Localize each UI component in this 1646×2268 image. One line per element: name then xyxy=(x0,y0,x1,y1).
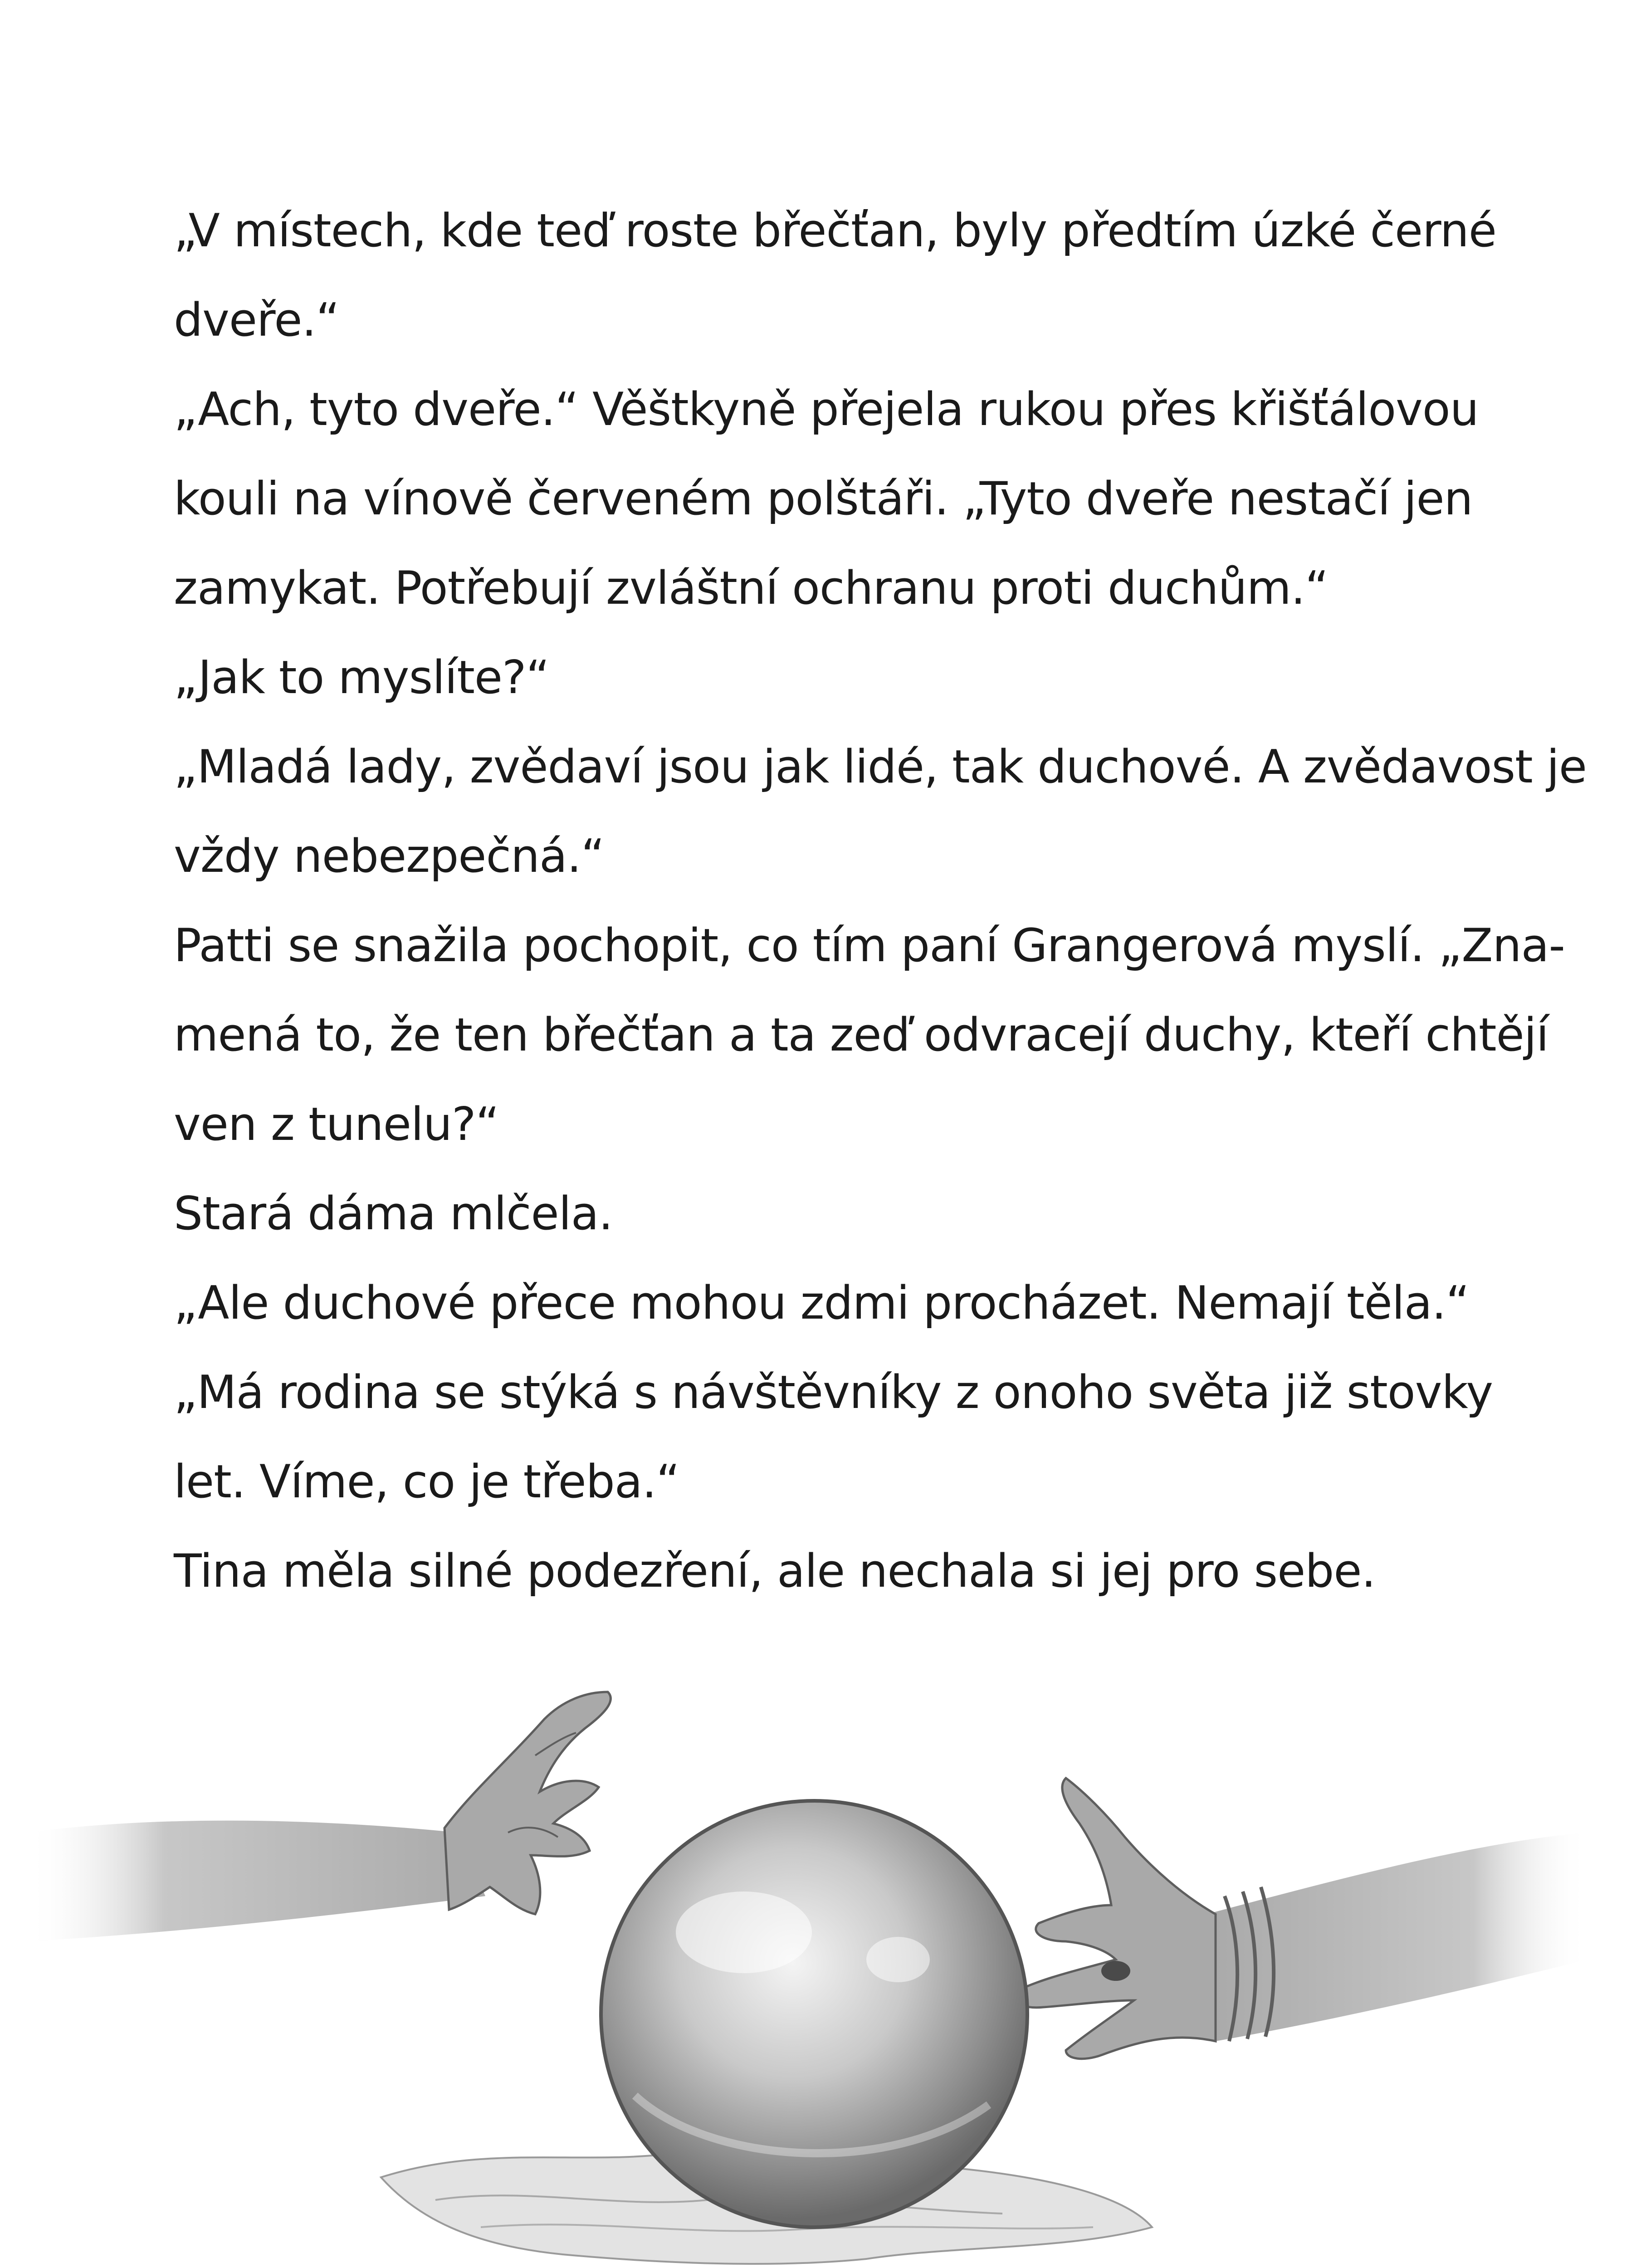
right-hand xyxy=(1013,1778,1587,2059)
text-line: „V místech, kde teď roste břečťan, byly předtím úzké černé xyxy=(174,204,1497,257)
left-hand xyxy=(27,1692,611,1941)
text-line: mená to, že ten břečťan a ta zeď odvracejí duchy, kteří chtějí xyxy=(174,1008,1548,1061)
text-line: Tina měla silné podezření, ale nechala si jej pro sebe. xyxy=(174,1544,1376,1598)
text-line: „Má rodina se stýká s návštěvníky z onoho světa již stovky xyxy=(174,1365,1493,1419)
text-line: zamykat. Potřebují zvláštní ochranu proti duchům.“ xyxy=(174,561,1329,615)
text-line: ven z tunelu?“ xyxy=(174,1097,499,1151)
text-line: Stará dáma mlčela. xyxy=(174,1187,613,1240)
crystal-ball-illustration xyxy=(27,1642,1587,2268)
crystal-ball xyxy=(601,1801,1027,2227)
text-line: „Ach, tyto dveře.“ Věštkyně přejela rukou přes křišťálovou xyxy=(174,382,1479,436)
text-line: „Ale duchové přece mohou zdmi procházet. Nemají těla.“ xyxy=(174,1276,1470,1330)
text-line: let. Víme, co je třeba.“ xyxy=(174,1455,680,1508)
text-line: vždy nebezpečná.“ xyxy=(174,829,605,883)
text-line: dveře.“ xyxy=(174,293,339,347)
text-line: kouli na vínově červeném polštáři. „Tyto dveře nestačí jen xyxy=(174,472,1473,525)
body-text xyxy=(174,186,1587,1616)
text-line: Patti se snažila pochopit, co tím paní Grangerová myslí. „Zna- xyxy=(174,919,1565,972)
text-line: „Jak to myslíte?“ xyxy=(174,650,549,704)
text-line: „Mladá lady, zvědaví jsou jak lidé, tak duchové. A zvědavost je xyxy=(174,740,1587,793)
